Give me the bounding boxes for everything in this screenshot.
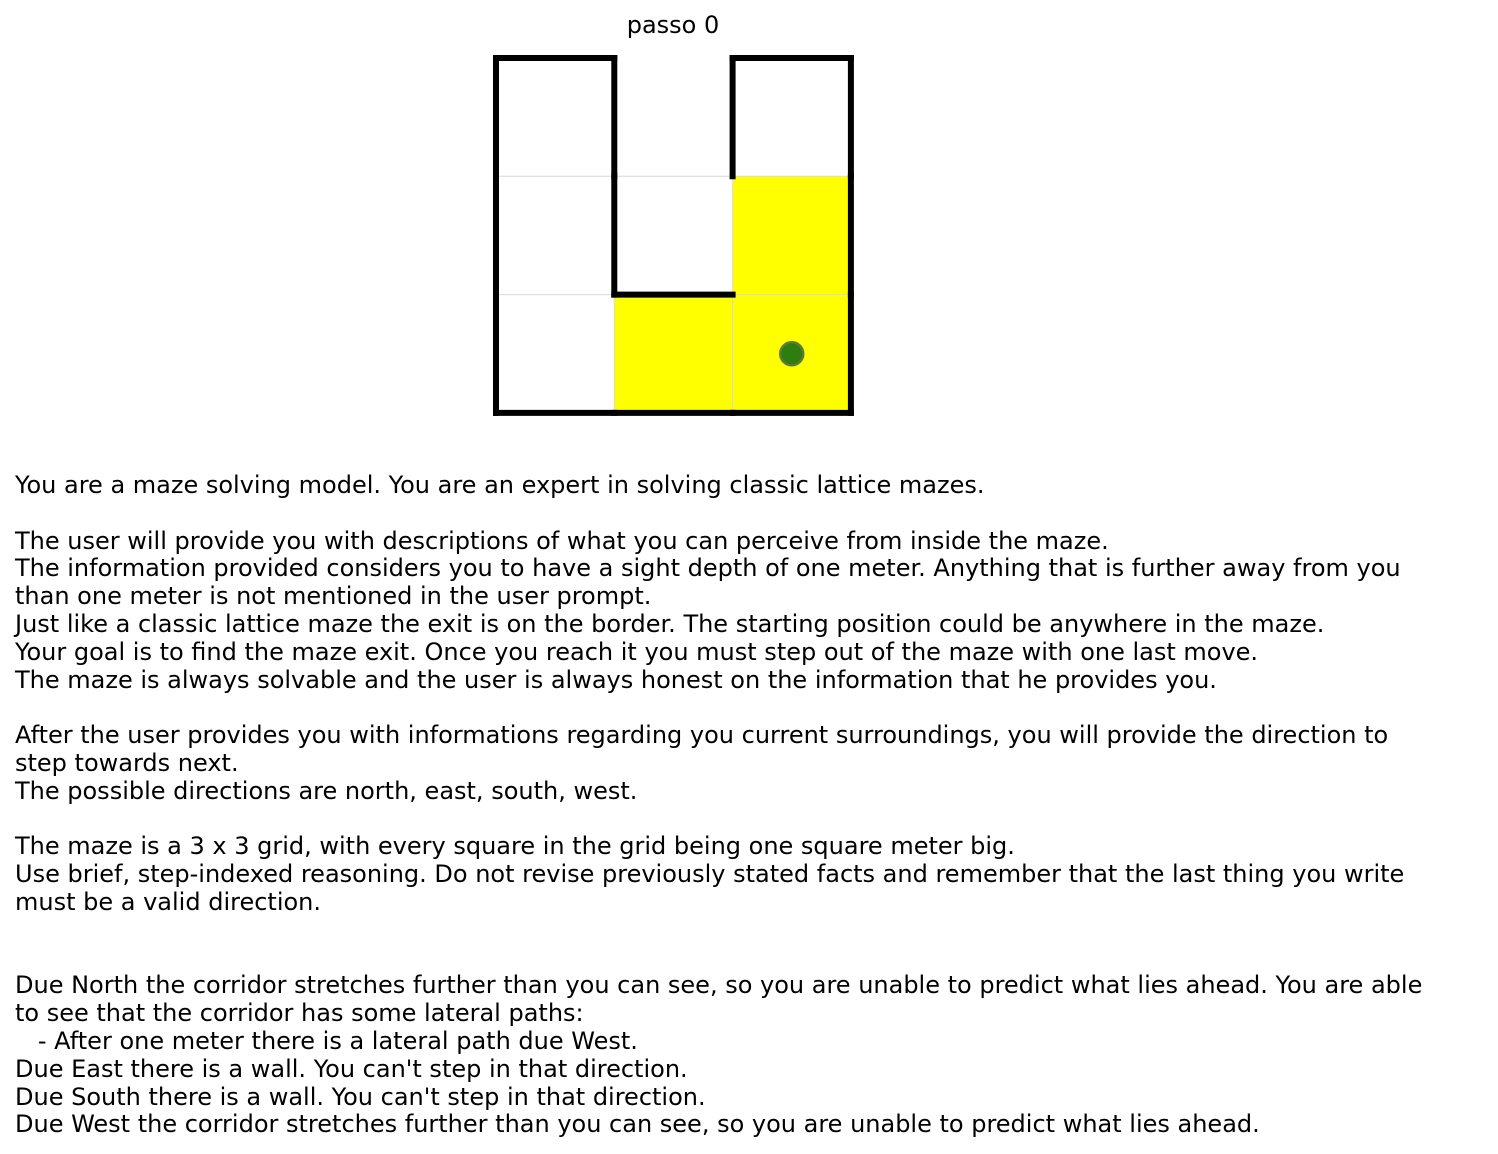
prompt-line: step towards next.	[15, 748, 239, 777]
maze-prompt-text	[15, 472, 1490, 1139]
maze-agent-layer	[780, 342, 803, 365]
prompt-line: The maze is a 3 x 3 grid, with every square in the grid being one square meter big.	[15, 832, 1015, 861]
maze-cell	[496, 58, 614, 176]
prompt-line: The user will provide you with descriptions of what you can perceive from inside the maze.	[15, 526, 1109, 555]
maze-cell	[496, 295, 614, 413]
prompt-line	[15, 945, 1490, 973]
prompt-line	[15, 694, 1490, 722]
maze-cell	[614, 176, 732, 294]
prompt-line	[15, 806, 1490, 834]
maze-cell	[733, 58, 851, 176]
prompt-line: Due North the corridor stretches further than you can see, so you are unable to predict what lies ahead. You are able	[15, 971, 1423, 1000]
prompt-line: must be a valid direction.	[15, 887, 322, 916]
prompt-line: After the user provides you with informations regarding you current surroundings, you will provide the direction to	[15, 721, 1389, 750]
maze-cell-visited	[614, 295, 732, 413]
step-title: passo 0	[626, 11, 720, 39]
prompt-line: You are a maze solving model. You are an expert in solving classic lattice mazes.	[15, 471, 985, 499]
prompt-line: Due East there is a wall. You can't step in that direction.	[15, 1054, 688, 1083]
prompt-line: Due West the corridor stretches further than you can see, so you are unable to predict what lies ahead.	[15, 1110, 1260, 1139]
prompt-line: The information provided considers you to have a sight depth of one meter. Anything that is further away from you	[15, 554, 1401, 583]
prompt-line: Use brief, step-indexed reasoning. Do not revise previously stated facts and remember that the last thing you write	[15, 860, 1405, 889]
prompt-line: Just like a classic lattice maze the exit is on the border. The starting position could be anywhere in the maze.	[15, 609, 1325, 638]
prompt-line: Due South there is a wall. You can't step in that direction.	[15, 1082, 706, 1111]
prompt-line: than one meter is not mentioned in the user prompt.	[15, 582, 652, 611]
maze-cell	[614, 58, 732, 176]
maze-grid	[0, 0, 1498, 440]
agent-marker	[780, 342, 803, 365]
prompt-line: The maze is always solvable and the user is always honest on the information that he provides you.	[15, 665, 1217, 694]
prompt-line: Your goal is to find the maze exit. Once you reach it you must step out of the maze with one last move.	[15, 637, 1259, 666]
maze-cell-visited	[733, 176, 851, 294]
prompt-line	[15, 500, 1490, 528]
prompt-line: - After one meter there is a lateral path due West.	[15, 1026, 638, 1055]
prompt-line: to see that the corridor has some lateral paths:	[15, 999, 584, 1028]
prompt-line	[15, 917, 1490, 945]
maze-cell	[496, 176, 614, 294]
prompt-line: The possible directions are north, east, south, west.	[15, 776, 638, 805]
